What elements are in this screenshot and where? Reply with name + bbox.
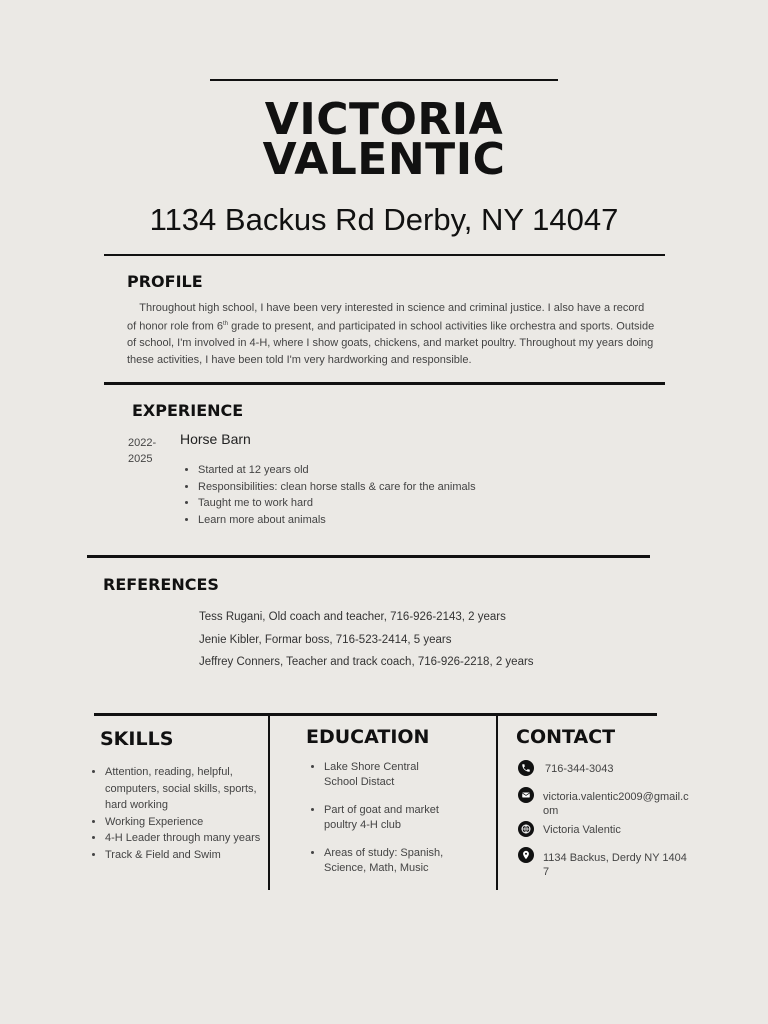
education-heading: EDUCATION <box>306 726 430 748</box>
experience-divider <box>87 555 650 558</box>
experience-years <box>128 435 156 467</box>
list-item: • Responsibilities: clean horse stalls & care for the animals <box>198 479 578 496</box>
phone-icon <box>518 760 534 776</box>
profile-text-sup: th <box>223 321 229 328</box>
list-item: • 4-H Leader through many years <box>105 830 263 847</box>
profile-divider <box>104 382 665 385</box>
reference-item: Jeffrey Conners, Teacher and track coach, 716-926-2218, 2 years <box>199 656 534 668</box>
list-item: • Taught me to work hard <box>198 495 578 512</box>
skills-list <box>105 764 263 863</box>
list-item: • Attention, reading, helpful, computers, social skills, sports, hard working <box>105 764 263 814</box>
reference-item: Tess Rugani, Old coach and teacher, 716-926-2143, 2 years <box>199 611 506 623</box>
email-icon <box>518 787 534 803</box>
bottom-section-divider <box>94 713 657 716</box>
contact-address <box>518 847 693 879</box>
contact-phone <box>518 760 695 776</box>
experience-bullets <box>198 462 578 528</box>
job-title: Horse Barn <box>180 431 251 447</box>
profile-heading: PROFILE <box>127 272 203 291</box>
column-divider-left <box>268 716 270 890</box>
references-heading: REFERENCES <box>103 575 219 594</box>
list-item: • Areas of study: Spanish, Science, Math, Music <box>324 846 454 876</box>
top-divider <box>210 79 558 81</box>
education-list <box>324 760 454 876</box>
address-divider <box>104 254 665 256</box>
globe-icon <box>518 821 534 837</box>
contact-website <box>518 821 693 837</box>
address-text: 1134 Backus, Derdy NY 14047 <box>543 852 687 878</box>
profile-text <box>127 300 655 368</box>
experience-years-start: 2022- <box>128 437 157 449</box>
list-item: • Part of goat and market poultry 4-H club <box>324 803 454 833</box>
profile-text-part2: grade to present, and participated in school activities like orchestra and sports. Outside of school, I'm involved in 4-H, where I show goats, chickens, and market poultry. Throughout my years doing these activities, I have been told I'm very hardworking and responsible. <box>127 320 655 366</box>
contact-email <box>518 787 693 818</box>
location-pin-icon <box>518 847 534 863</box>
contact-heading: CONTACT <box>516 726 616 748</box>
email-text[interactable]: victoria.valentic2009@gmail.com <box>543 791 689 817</box>
experience-heading: EXPERIENCE <box>132 401 244 420</box>
reference-item: Jenie Kibler, Formar boss, 716-523-2414, 5 years <box>199 634 452 646</box>
column-divider-right <box>496 716 498 890</box>
header-address: 1134 Backus Rd Derby, NY 14047 <box>149 202 619 237</box>
phone-text[interactable]: 716-344-3043 <box>545 763 614 775</box>
first-name: VICTORIA <box>264 94 504 145</box>
experience-years-end: 2025 <box>128 453 153 465</box>
list-item: • Learn more about animals <box>198 512 578 529</box>
list-item: • Working Experience <box>105 814 263 831</box>
profile-text-part1: Throughout high school, I have been very interested in science and criminal justice. I also have a record of honor role from 6 <box>127 302 645 333</box>
last-name: VALENTIC <box>262 134 506 185</box>
list-item: • Lake Shore Central School Distact <box>324 760 454 790</box>
skills-heading: SKILLS <box>100 728 174 750</box>
website-text[interactable]: Victoria Valentic <box>543 824 621 836</box>
list-item: • Track & Field and Swim <box>105 847 263 864</box>
list-item: • Started at 12 years old <box>198 462 578 479</box>
